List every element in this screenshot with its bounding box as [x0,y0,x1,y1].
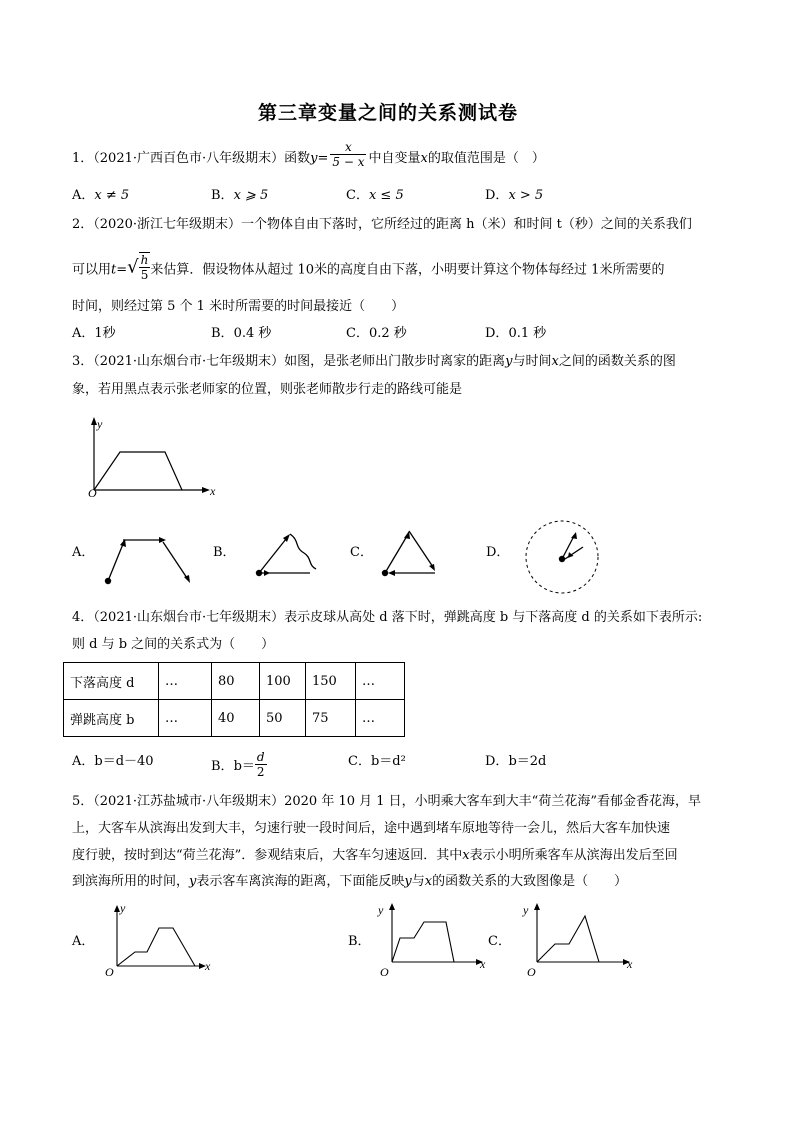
table-cell: 弹跳高度 b [64,700,159,737]
q1-option-b[interactable]: B．x ⩾ 5 [211,188,269,203]
svg-text:x: x [627,957,633,971]
q1-option-d[interactable]: D．x > 5 [485,188,544,203]
q3-option-a-path [95,530,195,590]
svg-text:y: y [523,903,529,917]
table-cell: 下落高度 d [64,663,159,700]
svg-text:O: O [527,965,536,979]
svg-text:y: y [378,903,384,917]
q5-option-a-graph [103,902,218,980]
q2-option-b[interactable]: B．0.4 秒 [211,326,272,341]
q5-stem-line3: 度行驶，按时到达“荷兰花海”．参观结束后，大客车匀速返回．其中x表示小明所乘客车从滨海出发后至回 [72,848,678,863]
q3-stem-line1: 3．（2021·山东烟台市·七年级期末）如图，是张老师出门散步时离家的距离y与时间x之间的函数关系的图 [72,354,676,369]
table-cell: 80 [212,663,260,700]
q4-option-a[interactable]: A．b＝d－40 [72,754,154,769]
q2-stem-line1: 2．（2020·浙江七年级期末）一个物体自由下落时，它所经过的距离 h（米）和时间 t（秒）之间的关系我们 [72,217,692,232]
q5-option-c[interactable]: C． [488,934,511,949]
table-cell: … [356,663,405,700]
table-cell: … [159,700,212,737]
svg-text:O: O [380,965,389,979]
q3-option-a[interactable]: A． [72,545,95,560]
q3-option-d-path [525,520,605,595]
q4-option-c[interactable]: C．b＝d² [348,754,406,769]
svg-text:y: y [120,901,126,915]
q2-stem-line2: 可以用t=√ $\frac{h}{5}$ 来估算．假设物体从超过 10米的高度自由下落，小明要计算这个物体每经过 1米所需要的 [72,253,665,282]
svg-text:O: O [105,965,114,979]
q3-distance-time-graph [82,415,232,500]
q5-option-a[interactable]: A． [72,934,95,949]
q2-option-c[interactable]: C．0.2 秒 [346,326,407,341]
q5-option-b[interactable]: B． [348,934,371,949]
origin-label: O [88,486,97,500]
q4-option-b[interactable]: B．b＝ $\frac{d}{2}$ [211,750,265,779]
q5-option-b-graph [370,900,490,980]
q3-option-c[interactable]: C． [350,545,373,560]
table-cell: … [159,663,212,700]
q1-option-a[interactable]: A．x ≠ 5 [72,188,130,203]
q1-option-c[interactable]: C．x ≤ 5 [346,188,404,203]
q1-fraction: $\frac{x}{5 - x}$ [332,140,365,169]
svg-text:x: x [205,959,211,973]
y-label: y [97,417,103,431]
q4-option-d[interactable]: D．b＝2d [485,754,547,769]
q3-option-b[interactable]: B． [213,545,236,560]
table-cell: 50 [260,700,306,737]
q5-stem-line2: 上，大客车从滨海出发到大丰，匀速行驶一段时间后，途中遇到堵车原地等待一会儿，然后大客车加快速 [72,821,671,836]
graph-curve [94,452,182,490]
q3-option-c-path [378,525,448,580]
q2-stem-line3: 时间，则经过第 5 个 1 米时所需要的时间最接近（ ） [72,299,405,314]
q2-sqrt: √ $\frac{h}{5}$ [127,253,149,282]
page-title: 第三章变量之间的关系测试卷 [258,102,519,124]
q3-stem-line2: 象，若用黑点表示张老师家的位置，则张老师散步行走的路线可能是 [72,382,463,397]
q3-option-d[interactable]: D． [486,545,510,560]
table-cell: 75 [306,700,356,737]
q3-option-b-path [252,525,327,585]
table-cell: 100 [260,663,306,700]
q1-stem: 1．（2021·广西百色市·八年级期末）函数y= $\frac{x}{5 - x}$ 中自变量x的取值范围是（ ） [72,140,545,169]
q2-option-d[interactable]: D．0.1 秒 [485,326,547,341]
q5-stem-line1: 5．（2021·江苏盐城市·八年级期末）2020 年 10 月 1 日，小明乘大客车到大丰“荷兰花海”看郁金香花海，早 [72,794,701,809]
q4-data-table [63,662,405,737]
table-row [64,700,405,737]
q5-stem-line4: 到滨海所用的时间，y表示客车离滨海的距离，下面能反映y与x的函数关系的大致图像是（ ） [72,874,628,889]
q4-stem-line2: 则 d 与 b 之间的关系式为（ ） [72,637,275,652]
table-cell: 40 [212,700,260,737]
q5-option-c-graph [515,900,640,980]
q4-stem-line1: 4．（2021·山东烟台市·七年级期末）表示皮球从高处 d 落下时，弹跳高度 b 与下落高度 d 的关系如下表所示: [72,610,703,625]
table-row [64,663,405,700]
table-cell: 150 [306,663,356,700]
x-axis-arrow [202,487,210,493]
svg-text:x: x [480,957,486,971]
table-cell: … [356,700,405,737]
x-label: x [210,484,216,498]
q2-option-a[interactable]: A．1秒 [72,326,116,341]
